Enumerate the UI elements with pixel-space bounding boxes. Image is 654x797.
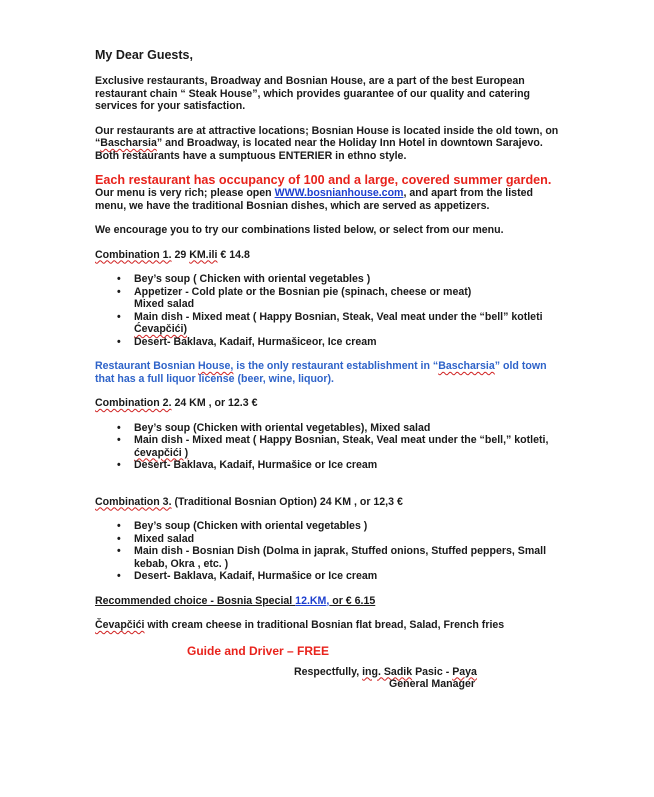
list-item [117,285,565,299]
bullet-icon: • [117,285,121,298]
signature-text-a: Respectfully, [294,665,363,678]
recommended-text-a: Recommended choice - Bosnia Special [95,594,296,607]
greeting: My Dear Guests, [95,48,193,62]
guide-driver-free: Guide and Driver – FREE [187,643,330,658]
bullet-icon: • [117,273,121,285]
combination-2-list [95,422,565,472]
cevapcici-line [95,619,565,632]
bascharsia-word: Bascharsia [100,137,157,149]
list-item-text: Ćevapčići) [134,323,187,335]
encourage-paragraph: We encourage you to try our combinations listed below, or select from our menu. [95,224,504,236]
list-item-text: ćevapčići ) [134,446,189,459]
list-item-text: Appetizer - Cold plate or the Bosnian pie (spinach, cheese or meat) [134,285,472,298]
combination-3-price: 24 KM , or 12,3 € [316,495,403,508]
locations-paragraph [95,125,565,163]
combination-1-list [95,273,565,348]
combination-1-label: Combination 1. [95,248,172,261]
combination-1-heading [95,249,565,262]
cevapcici-word: Čevapčići [95,619,145,631]
intro-paragraph: Exclusive restaurants, Broadway and Bosnian House, are a part of the best European restaurant chain “ Steak House”, which provides guarantee of our quality and catering services for your satisfaction. [95,75,531,112]
combination-3-label: Combination 3. [95,495,172,508]
list-item [117,532,565,546]
liquor-license-notice [95,360,565,385]
recommended-text-b: or € 6.15 [329,594,376,607]
list-item [117,421,565,435]
combination-2-heading [95,397,565,410]
recommended-price-km: 12.KM, [295,594,330,607]
list-item-text: Bey’s soup (Chicken with oriental vegetables ) [134,520,368,532]
list-item [117,273,565,286]
bullet-icon: • [117,421,121,434]
notice-text-c: ” old town that has a full liquor license (beer, wine, liquor). [95,360,547,385]
signature-paya: Paya [452,665,477,678]
locations-text-a: Our restaurants are at attractive locations; Bosnian House is located inside the old town, on “ [95,124,559,149]
list-item [117,570,565,583]
bullet-icon: • [117,545,121,557]
list-item-continuation [134,298,565,311]
list-item-continuation [134,558,565,571]
menu-text-a: Our menu is very rich; please open [95,187,275,199]
menu-paragraph [95,187,565,212]
letter-body [95,48,565,691]
bullet-icon: • [117,570,121,582]
cevapcici-rest: with cream cheese in traditional Bosnian flat bread, Salad, French fries [144,619,505,631]
combination-3-list [95,520,565,583]
list-item-text: Main dish - Bosnian Dish (Dolma in japrak, Stuffed onions, Stuffed peppers, Small [134,545,547,557]
list-item-text: kebab, Okra , etc. ) [134,557,229,570]
notice-bascharsia-word: Bascharsia [438,360,495,372]
signature-text-b: Pasic - [412,665,453,678]
signature-title: General Manager [389,678,475,690]
list-item-text: Main dish - Mixed meat ( Happy Bosnian, Steak, Veal meat under the “bell” kotleti [134,310,543,323]
list-item [117,459,565,472]
combination-2-label: Combination 2. [95,397,172,409]
bullet-icon: • [117,520,121,532]
bullet-icon: • [117,310,121,323]
signature-ing: ing. Sadik [362,665,413,678]
signature-line [95,666,565,679]
list-item-continuation [134,323,565,336]
list-item [117,520,565,533]
list-item [117,310,565,324]
list-item-text: Desert- Baklava, Kadaif, Hurmašice or Ice cream [134,459,378,471]
bullet-icon: • [117,434,121,446]
combination-3-heading [95,496,565,509]
list-item [117,434,565,447]
bullet-icon: • [117,335,121,348]
list-item-text: Mixed salad [134,532,195,545]
list-item-text: Bey’s soup ( Chicken with oriental vegetables ) [134,273,371,285]
combination-3-option: (Traditional Bosnian Option) [171,495,317,508]
recommended-choice [95,595,565,608]
menu-text-b: , and apart from the listed menu, we have the traditional Bosnian dishes, which are served as appetizers. [95,187,533,212]
notice-text-b: is the only restaurant establishment in “ [233,360,439,372]
combination-1-price-a: 29 [171,248,190,261]
list-item [117,335,565,349]
combination-2-price: 24 KM , or 12.3 € [171,397,258,409]
list-item-text: Main dish - Mixed meat ( Happy Bosnian, Steak, Veal meat under the “bell,” kotleti, [134,434,549,446]
list-item [117,545,565,558]
list-item-text: Desert- Baklava, Kadaif, Hurmašiceor, Ice cream [134,335,377,348]
bullet-icon: • [117,459,121,471]
combination-1-price-km: KM.ili [189,248,218,261]
locations-text-b: ” and Broadway, is located near the Holiday Inn Hotel in downtown Sarajevo. Both restaurants have a sumptuous ENTERIER in ethno style. [95,137,543,162]
list-item-continuation [134,447,565,460]
website-link[interactable]: WWW.bosnianhouse.com [274,187,404,199]
combination-1-price-b: € 14.8 [217,248,250,261]
list-item-text: Mixed salad [134,298,195,310]
bullet-icon: • [117,532,121,545]
notice-house-word: House, [198,360,234,372]
list-item-text: Desert- Baklava, Kadaif, Hurmašice or Ice cream [134,570,378,582]
list-item-text: Bey’s soup (Chicken with oriental vegetables), Mixed salad [134,421,431,434]
occupancy-heading: Each restaurant has occupancy of 100 and a large, covered summer garden. [95,173,552,187]
notice-text-a: Restaurant Bosnian [95,360,199,372]
